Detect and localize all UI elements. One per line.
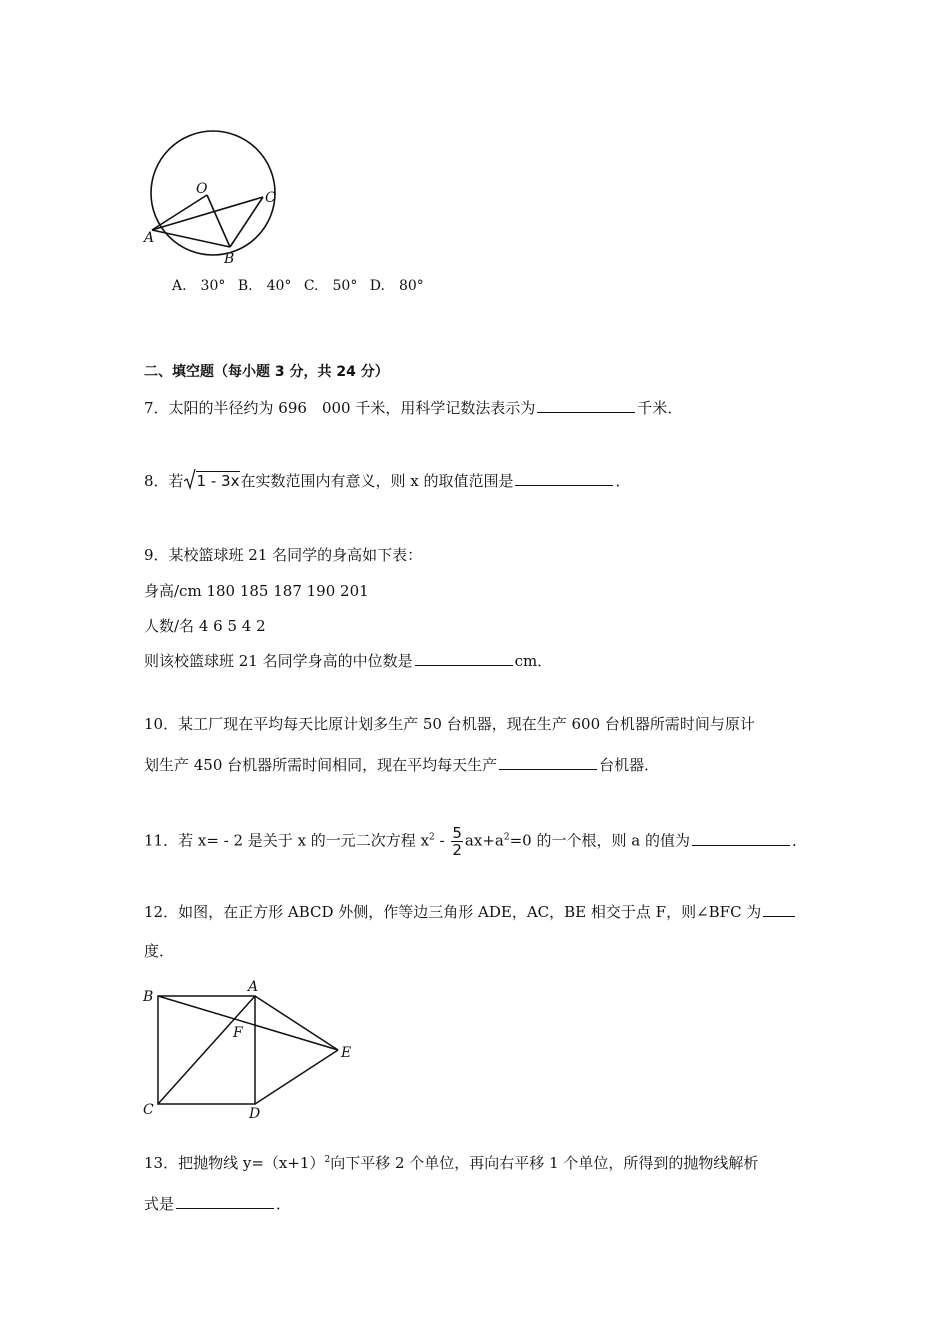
segment-DE [255,1050,338,1104]
q8-text: 8．若 [144,472,184,490]
circle [151,131,275,255]
exponent: 2 [429,832,435,843]
segment-AB [152,230,230,247]
question-12-line-1 [144,902,797,922]
question-9-ask [144,651,552,671]
choice-a: A. 30° [172,278,226,294]
q12-text: 12．如图，在正方形 ABCD 外侧，作等边三角形 ADE，AC，BE 相交于点 F，则∠BFC 为 [144,903,762,921]
segment-AC [152,197,263,230]
label-A: A [144,230,155,246]
q10-line-2 [144,755,659,775]
minus-sign: - [434,831,450,850]
q7-text: 7．太阳的半径约为 696 000 千米，用科学记数法表示为 [144,399,536,417]
answer-blank[interactable] [415,651,513,666]
q13-text: 13．把抛物线 y=（x+1） [144,1154,325,1172]
q7-unit: 千米． [637,399,683,417]
question-13-line-1 [144,1153,758,1173]
choice-c: C. 50° [303,278,358,294]
q6-choices [172,276,432,296]
segment-OB [207,195,230,247]
q13-text-2: 向下平移 2 个单位，再向右平移 1 个单位，所得到的抛物线解析 [330,1154,759,1172]
question-8 [144,471,630,491]
q11-text-3: =0 的一个根，则 a 的值为 [509,831,690,850]
answer-blank[interactable] [537,398,635,413]
q11-text-2: ax+a [464,831,504,850]
label-B: B [224,251,235,267]
fraction [451,825,463,858]
answer-blank[interactable] [499,755,597,770]
q10-unit: 台机器． [599,756,660,774]
choice-d: D. 80° [369,278,424,294]
q12-line-2: 度． [144,942,175,960]
q9-unit: cm． [514,652,553,670]
label-E: E [341,1045,352,1061]
q8-end: ． [615,472,631,490]
q11-end: ． [791,831,807,850]
fraction-denominator: 2 [452,841,462,859]
label-C: C [265,190,276,206]
q8-text-2: 在实数范围内有意义，则 x 的取值范围是 [240,472,514,490]
answer-blank[interactable] [176,1194,274,1209]
exponent: 2 [503,832,510,843]
square-triangle-figure [138,978,368,1123]
label-C: C [143,1102,154,1118]
fraction-numerator: 5 [452,824,462,842]
segment-AE [255,996,338,1050]
q9-row-height: 身高/cm 180 185 187 190 201 [144,582,369,600]
question-13-line-2 [144,1194,291,1214]
answer-blank[interactable] [763,902,795,917]
radical-sign [184,468,196,490]
answer-blank[interactable] [692,831,790,846]
q10-line-1: 10．某工厂现在平均每天比原计划多生产 50 台机器，现在生产 600 台机器所需时间与原计 [144,715,755,733]
section-title: 二、填空题（每小题 3 分，共 24 分） [144,364,389,380]
answer-blank[interactable] [515,471,613,486]
sqrt-expression [184,471,241,491]
choice-b: B. 40° [237,278,292,294]
q11-text: 11．若 x= - 2 是关于 x 的一元二次方程 x [144,831,430,850]
q9-row-count: 人数/名 4 6 5 4 2 [144,617,266,635]
q9-intro: 9．某校篮球班 21 名同学的身高如下表： [144,546,423,564]
label-F: F [233,1025,243,1041]
q9-ask-text: 则该校篮球班 21 名同学身高的中位数是 [144,652,413,670]
segment-AC [158,996,255,1104]
q10-text: 划生产 450 台机器所需时间相同，现在平均每天生产 [144,756,498,774]
q13-text-3: 式是 [144,1195,175,1213]
label-D: D [249,1106,261,1122]
label-B: B [143,989,154,1005]
question-7 [144,398,682,418]
label-O: O [196,181,208,197]
label-A: A [248,979,259,995]
circle-figure [135,125,295,270]
segment-BC [230,197,263,247]
segment-OA [152,195,207,230]
radicand: 1 - 3x [196,472,240,490]
question-11 [144,825,807,858]
q13-end: ． [276,1195,292,1213]
exponent: 2 [324,1155,331,1165]
